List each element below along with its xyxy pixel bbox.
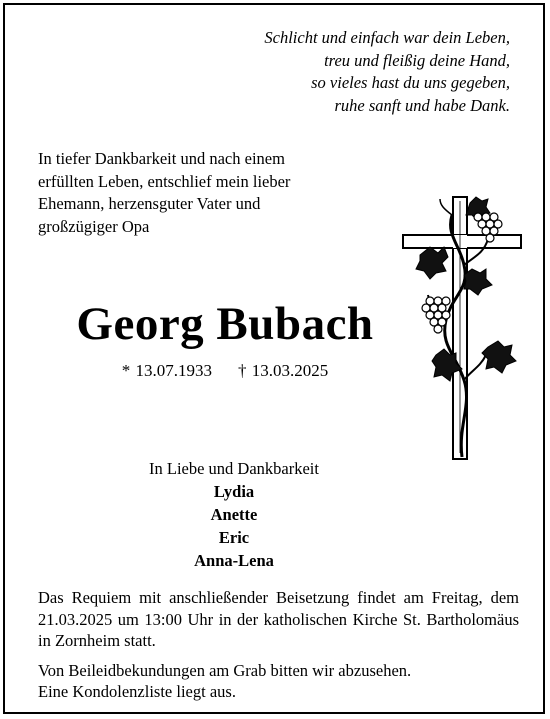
family-member-name: Lydia: [213, 482, 255, 501]
intro-line: großzügiger Opa: [38, 216, 150, 236]
cross-with-grapevine-icon: [400, 195, 530, 465]
life-dates: [5, 361, 445, 381]
obituary-frame: [3, 3, 545, 714]
death-date: † 13.03.2025: [238, 361, 329, 380]
service-text: Das Requiem mit anschließender Beisetzung findet am Freitag, dem 21.03.2025 um 13:00 Uhr in der katholischen Kirche St. Bartholomäus in Zornheim statt.: [38, 588, 519, 650]
family-member-name: Anette: [210, 505, 258, 524]
poem: [264, 27, 510, 117]
family-member-name: Eric: [218, 528, 250, 547]
signature-block: [5, 457, 463, 572]
signature-heading: In Liebe und Dankbarkeit: [149, 459, 319, 478]
birth-date: * 13.07.1933: [121, 361, 212, 380]
condolence-note: [38, 660, 519, 703]
family-member-name: Anna-Lena: [194, 551, 274, 570]
condolence-line: Eine Kondolenzliste liegt aus.: [38, 682, 236, 701]
deceased-name: Georg Bubach: [76, 298, 374, 350]
poem-line: Schlicht und einfach war dein Leben,: [264, 28, 510, 47]
poem-line: treu und fleißig deine Hand,: [324, 50, 510, 70]
intro-text: [38, 148, 290, 238]
intro-line: Ehemann, herzensguter Vater und: [38, 194, 261, 213]
condolence-line: Von Beileidbekundungen am Grab bitten wir abzusehen.: [38, 660, 412, 680]
intro-line: erfüllten Leben, entschlief mein lieber: [38, 171, 291, 191]
poem-line: so vieles hast du uns gegeben,: [311, 73, 510, 92]
intro-line: In tiefer Dankbarkeit und nach einem: [38, 149, 285, 168]
poem-line: ruhe sanft und habe Dank.: [334, 95, 510, 115]
service-info: [38, 587, 519, 703]
